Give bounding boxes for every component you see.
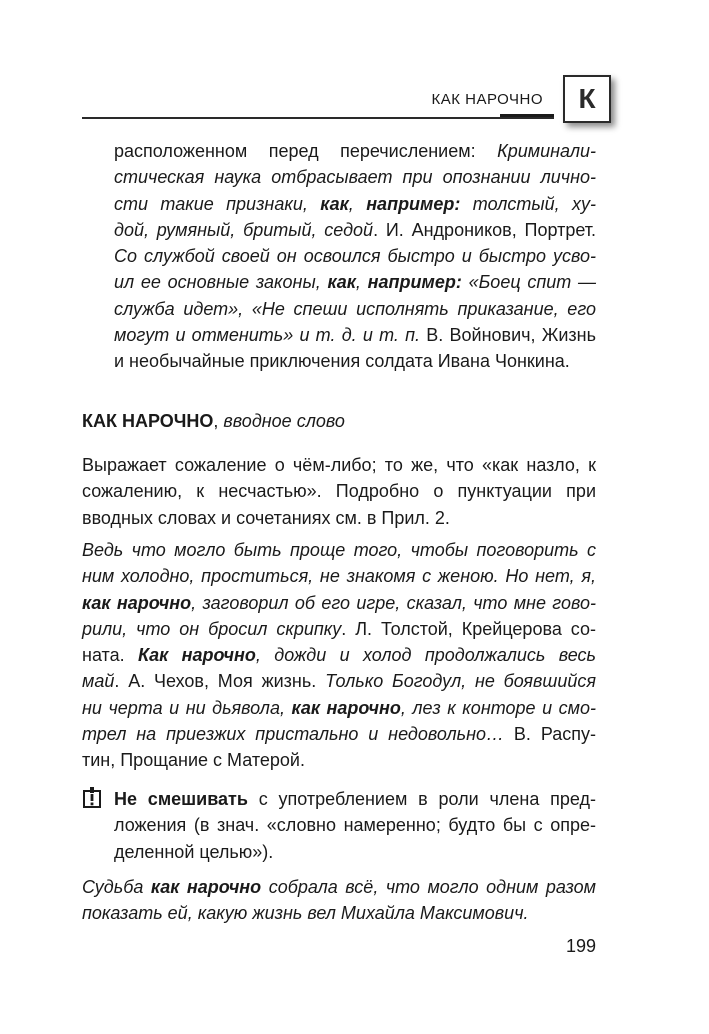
text-line [82,721,596,747]
text-line [82,900,596,926]
text-run: как нарочно [150,877,262,897]
text-line [114,243,596,269]
text-run: расположенном перед перечислением: [114,141,498,161]
text-run: , [355,272,368,293]
header-underline [500,114,554,117]
entry-headword: КАК НАРОЧНО [82,411,214,431]
text-line [114,269,596,295]
text-run: и необычайные приключения солдата Ивана Чонкина. [114,351,570,372]
text-run: тин, Прощание с Матерой. [82,750,305,771]
text-line [114,812,596,838]
text-line [82,452,596,478]
text-run: . И. Андроников, Портрет. [373,219,597,240]
section-letter-tab: К [563,75,611,123]
text-run: например: [366,193,461,214]
text-run: В. Распу- [504,724,596,745]
running-title: КАК НАРОЧНО [431,91,543,108]
text-run: Не смешивать [114,789,248,809]
text-run: . Л. Толстой, Крейцерова со- [341,618,596,639]
text-run: ни черта и ни дьявола, [82,697,292,718]
text-line [114,348,596,374]
entry-heading [82,408,345,434]
text-run: Со службой своей он освоился быстро и быстро усво- [114,246,596,267]
warning-bulb-icon [82,787,102,811]
text-run: сожалению, к несчастью». Подробно о пунктуации при [82,481,596,502]
text-run: , [348,193,367,214]
text-run: с употреблением в роли члена пред- [247,789,596,809]
text-run: «Боец спит — [461,272,596,293]
text-line [82,616,596,642]
text-line [82,505,596,531]
text-line [114,786,596,812]
entry-examples [82,537,596,774]
page-number: 199 [565,936,596,956]
text-run: ната. [82,645,138,666]
text-line [114,322,596,348]
text-line [82,642,596,668]
text-run: показать ей, какую жизнь вел Михайла Максимович. [82,903,529,924]
text-run: ним холодно, проститься, не знакомя с женою. Но нет, я, [82,566,596,587]
text-line [82,590,596,616]
text-run: Судьба [82,877,151,897]
text-run: как нарочно [291,697,401,718]
text-run: могут и отменить» и т. д. и т. п. [114,325,421,346]
text-line [114,138,596,164]
text-run: ил ее основные законы, [114,272,328,293]
text-line [82,747,596,773]
entry-example-2 [82,874,596,927]
text-run: сти такие признаки, [114,193,321,214]
header-rule [82,117,554,119]
text-run: как нарочно [82,592,192,613]
text-line [82,695,596,721]
text-run: Как нарочно [138,645,256,666]
text-run: как [320,193,349,214]
text-run: май [82,671,115,692]
text-line [82,478,596,504]
text-line [114,839,596,865]
text-run: собрала всё, что могло одним разом [261,877,596,897]
text-line [114,191,596,217]
text-run: дой, румяный, бритый, седой [114,219,374,240]
text-run: Ведь что могло быть проще того, чтобы поговорить с [82,540,596,560]
text-run: стическая наука отбрасывает при опознании лично- [114,167,596,188]
text-line [114,217,596,243]
text-line [114,296,596,322]
entry-definition [82,452,596,531]
text-run: В. Войнович, Жизнь [420,325,596,346]
text-line [114,164,596,190]
text-run: например: [367,272,462,293]
usage-note [114,786,596,865]
entry-separator: , [213,411,224,431]
text-run: , заговорил об его игре, сказал, что мне гово- [191,592,596,613]
text-run: Выражает сожаление о чём-либо; то же, что «как назло, к [82,455,596,475]
continuation-paragraph [114,138,596,375]
text-line [82,563,596,589]
text-run: Криминали- [497,141,596,161]
text-run: Только Богодул, не боявшийся [325,671,596,692]
text-run: трел на приезжих пристально и недовольно… [82,724,505,745]
text-run: рили, что он бросил скрипку [82,618,342,639]
text-line [82,874,596,900]
text-run: вводных словах и сочетаниях см. в Прил. 2. [82,507,450,528]
text-run: ложения (в знач. «словно намеренно; будто бы с опре- [114,815,596,836]
text-line [82,537,596,563]
text-run: деленной целью»). [114,841,274,862]
text-line [82,668,596,694]
text-run: толстый, ху- [460,193,596,214]
text-run: , лез к конторе и смо- [400,697,596,718]
text-run: , дожди и холод продолжались весь [255,645,596,666]
entry-grammar-label: вводное слово [223,411,345,431]
text-run: как [327,272,356,293]
text-run: служба идет», «Не спеши исполнять приказание, его [114,298,596,319]
text-run: . А. Чехов, Моя жизнь. [114,671,326,692]
